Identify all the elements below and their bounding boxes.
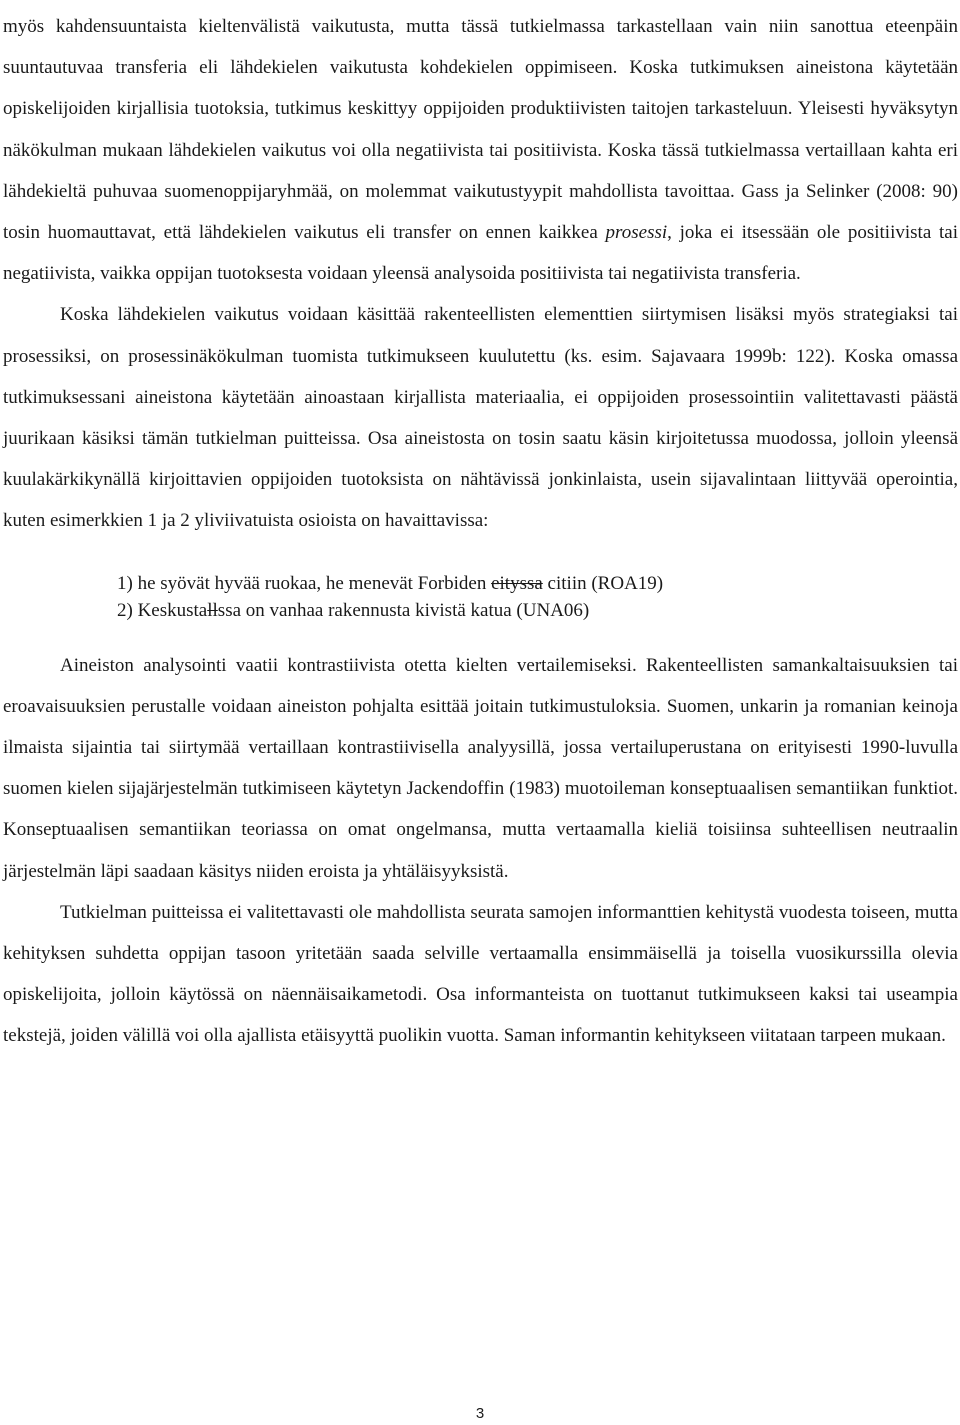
paragraph-process-perspective: Koska lähdekielen vaikutus voidaan käsittää rakenteellisten elementtien siirtymisen lisäksi myös strategiaksi tai prosessiksi, on prosessinäkökulman tuomista tutkimukseen kuulutettu (ks. esim. Sajavaara 1999b: 122). Koska omassa tutkimuksessani aineistona käytetään ainoastaan kirjallista materiaalia, ei oppijoiden prosessointiin valitettavasti päästä juurikaan käsiksi tämän tutkielman puitteissa. Osa aineistosta on tosin saatu käsin kirjoitetussa muodossa, jolloin yleensä kuulakärkikynällä kirjoittavien oppijoiden tuotoksista on nähtävissä jonkinlaista, usein sijavalintaan liittyvää operointia, kuten esimerkkien 1 ja 2 yliviivatuista osioista on havaittavissa: xyxy=(3,304,958,532)
example-item-2 xyxy=(117,597,958,624)
page-number: 3 xyxy=(475,1405,485,1422)
paragraph-text: myös kahdensuuntaista kieltenvälistä vaikutusta, mutta tässä tutkielmassa tarkastellaan vain niin sanottua eteenpäin suuntautuvaa transferia eli lähdekielen vaikutusta kohdekielen oppimiseen. Koska tutkimuksen aineistona käytetään opiskelijoiden kirjallisia tuotoksia, tutkimus keskittyy oppijoiden produktiivisten taitojen tarkasteluun. Yleisesti hyväksytyn näkökulman mukaan lähdekielen vaikutus voi olla negatiivista tai positiivista. Koska tässä tutkielmassa vertaillaan kahta eri lähdekieltä puhuvaa suomenoppijaryhmää, on molemmat vaikutustyypit mahdollista tavoittaa. Gass ja Selinker (2008: 90) tosin huomauttavat, että lähdekielen vaikutus eli transfer on ennen kaikkea xyxy=(3,16,958,244)
example-text: 2) Keskusta xyxy=(117,599,208,621)
example-text: 1) he syövät hyvää ruokaa, he menevät Forbiden xyxy=(117,572,492,594)
paragraph-contrastive-analysis: Aineiston analysointi vaatii kontrastiivista otetta kielten vertailemiseksi. Rakenteellisten samankaltaisuuksien tai eroavaisuuksien perustalle voidaan aineiston pohjalta esittää joitain tutkimustuloksia. Suomen, unkarin ja romanian keinoja ilmaista sijaintia tai siirtymää vertaillaan kontrastiivisella analyysillä, jossa vertailuperustana on erityisesti 1990-luvulla suomen kielen sijajärjestelmän tutkimiseen käytetyn Jackendoffin (1983) muotoileman konseptuaalisen semantiikan funktiot. Konseptuaalisen semantiikan teoriassa on omat ongelmansa, mutta vertaamalla kieliä toisiinsa suhteellisen neutraalin järjestelmän läpi saadaan käsitys niiden eroista ja yhtäläisyyksistä. xyxy=(3,654,958,882)
example-list xyxy=(3,570,958,624)
paragraph-text: , joka ei itsessään ole positiivista tai negatiivista, vaikka oppijan tuotoksesta voidaan yleensä analysoida positiivista tai negatiivista transferia. xyxy=(3,222,959,285)
example-item-1 xyxy=(117,570,958,597)
paragraph-transfer-intro xyxy=(3,0,958,294)
example-text: ssa on vanhaa rakennusta kivistä katua (UNA06) xyxy=(217,599,590,621)
struck-text: eityssa xyxy=(491,572,543,594)
example-text: citiin (ROA19) xyxy=(542,572,664,594)
paragraph-informants: Tutkielman puitteissa ei valitettavasti ole mahdollista seurata samojen informanttien kehitystä vuodesta toiseen, mutta kehityksen suhdetta oppijan tasoon yritetään saada selville vertaamalla ensimmäisellä ja toisella vuosikurssilla olevia opiskelijoita, jolloin käytössä on näennäisaikametodi. Osa informanteista on tuottanut tutkimukseen kaksi tai useampia tekstejä, joiden välillä voi olla ajallista etäisyyttä puolikin vuotta. Saman informantin kehitykseen viitataan tarpeen mukaan. xyxy=(3,901,958,1047)
italic-term: prosessi xyxy=(605,222,668,244)
document-page xyxy=(3,0,958,1057)
struck-text: ll xyxy=(207,599,218,621)
